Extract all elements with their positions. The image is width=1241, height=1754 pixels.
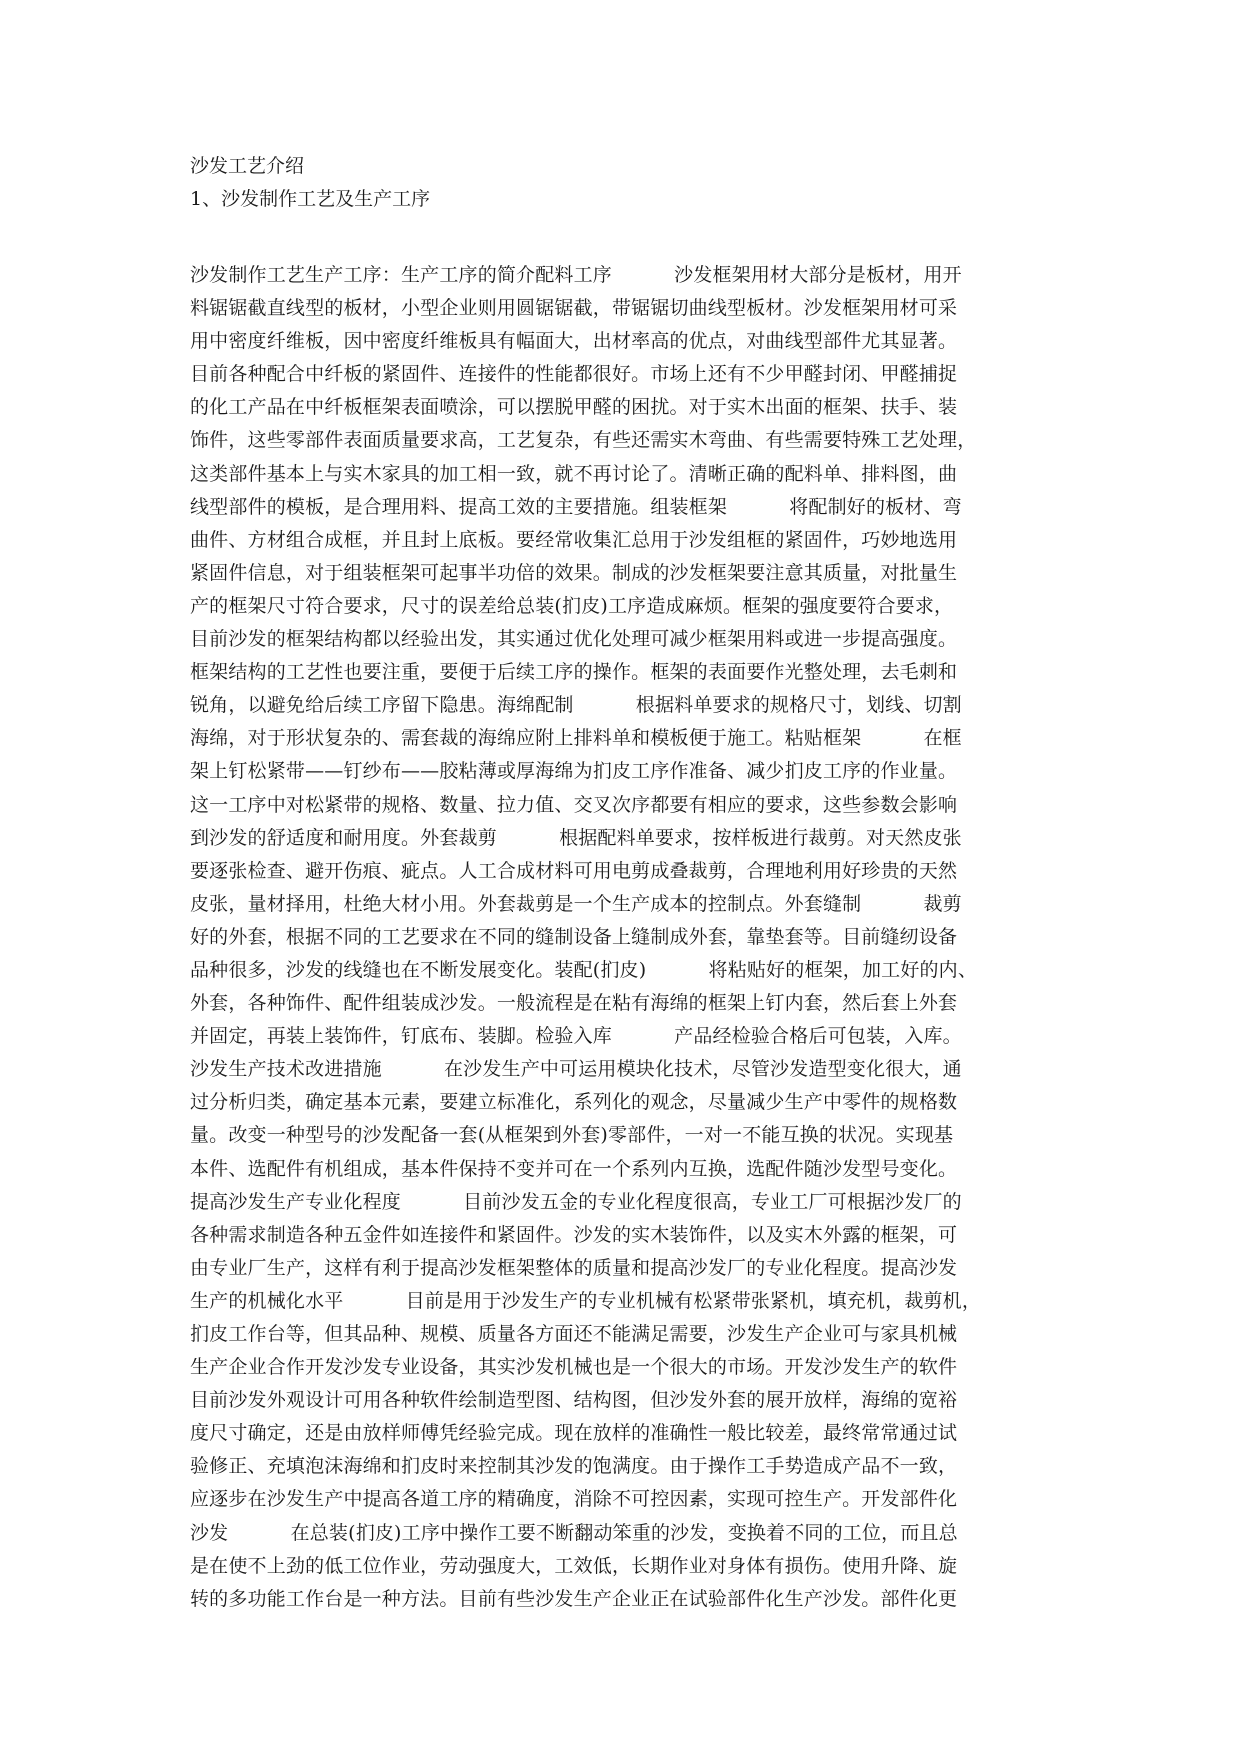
body-text-line: 各种需求制造各种五金件如连接件和紧固件。沙发的实木装饰件，以及实木外露的框架，可 [190, 1223, 958, 1246]
body-text-line: 沙发 在总装(扪皮)工序中操作工要不断翻动笨重的沙发，变换着不同的工位，而且总 [190, 1521, 958, 1544]
body-text-line: 目前沙发的框架结构都以经验出发，其实通过优化处理可减少框架用料或进一步提高强度。 [190, 628, 958, 651]
body-text-line: 紧固件信息，对于组装框架可起事半功倍的效果。制成的沙发框架要注意其质量，对批量生 [190, 561, 958, 584]
body-text-line: 皮张，量材择用，杜绝大材小用。外套裁剪是一个生产成本的控制点。外套缝制 裁剪 [190, 892, 962, 915]
body-text-line: 品种很多，沙发的线缝也在不断发展变化。装配(扪皮) 将粘贴好的框架，加工好的内、 [190, 958, 978, 981]
body-text-line: 好的外套，根据不同的工艺要求在不同的缝制设备上缝制成外套，靠垫套等。目前缝纫设备 [190, 925, 958, 948]
body-text-line: 锐角，以避免给后续工序留下隐患。海绵配制 根据料单要求的规格尺寸，划线、切割 [190, 694, 962, 717]
body-text-line: 用中密度纤维板，因中密度纤维板具有幅面大，出材率高的优点，对曲线型部件尤其显著。 [190, 330, 958, 353]
body-text-line: 这类部件基本上与实木家具的加工相一致，就不再讨论了。清晰正确的配料单、排料图，曲 [190, 462, 958, 485]
body-text-line: 料锯锯截直线型的板材，小型企业则用圆锯锯截，带锯锯切曲线型板材。沙发框架用材可采 [190, 297, 958, 320]
body-paragraph [190, 259, 1065, 1616]
body-text-line: 扪皮工作台等，但其品种、规模、质量各方面还不能满足需要，沙发生产企业可与家具机械 [190, 1323, 958, 1345]
body-text-line: 架上钉松紧带——钉纱布——胶粘薄或厚海绵为扪皮工序作准备、减少扪皮工序的作业量。 [190, 760, 958, 783]
body-text-line: 海绵，对于形状复杂的、需套裁的海绵应附上排料单和模板便于施工。粘贴框架 在框 [190, 727, 962, 750]
body-text-line: 是在使不上劲的低工位作业，劳动强度大，工效低，长期作业对身体有损伤。使用升降、旋 [190, 1554, 958, 1577]
body-text-line: 提高沙发生产专业化程度 目前沙发五金的专业化程度很高，专业工厂可根据沙发厂的 [190, 1190, 962, 1213]
body-text-line: 验修正、充填泡沫海绵和扪皮时来控制其沙发的饱满度。由于操作工手势造成产品不一致， [190, 1455, 958, 1478]
body-text-line: 沙发生产技术改进措施 在沙发生产中可运用模块化技术，尽管沙发造型变化很大，通 [190, 1058, 962, 1081]
body-text-line: 饰件，这些零部件表面质量要求高，工艺复杂，有些还需实木弯曲、有些需要特殊工艺处理， [190, 429, 977, 452]
document-content [190, 150, 1065, 1616]
body-text-line: 应逐步在沙发生产中提高各道工序的精确度，消除不可控因素，实现可控生产。开发部件化 [190, 1488, 958, 1511]
body-text-line: 量。改变一种型号的沙发配备一套(从框架到外套)零部件，一对一不能互换的状况。实现基 [190, 1124, 954, 1147]
body-text-line: 并固定，再装上装饰件，钉底布、装脚。检验入库 产品经检验合格后可包装，入库。 [190, 1025, 962, 1048]
body-text-line: 这一工序中对松紧带的规格、数量、拉力值、交叉次序都要有相应的要求，这些参数会影响 [190, 793, 958, 816]
body-text-line: 外套，各种饰件、配件组装成沙发。一般流程是在粘有海绵的框架上钉内套，然后套上外套 [190, 992, 958, 1015]
body-text-line: 生产的机械化水平 目前是用于沙发生产的专业机械有松紧带张紧机，填充机，裁剪机， [190, 1289, 982, 1312]
body-text-line: 到沙发的舒适度和耐用度。外套裁剪 根据配料单要求，按样板进行裁剪。对天然皮张 [190, 826, 962, 849]
body-text-line: 度尺寸确定，还是由放样师傅凭经验完成。现在放样的准确性一般比较差，最终常常通过试 [190, 1422, 958, 1445]
body-text-line: 的化工产品在中纤板框架表面喷涂，可以摆脱甲醛的困扰。对于实木出面的框架、扶手、装 [190, 396, 958, 419]
document-title: 沙发工艺介绍 [190, 155, 305, 177]
body-text-line: 产的框架尺寸符合要求，尺寸的误差给总装(扪皮)工序造成麻烦。框架的强度要符合要求， [190, 594, 954, 617]
body-text-line: 线型部件的模板，是合理用料、提高工效的主要措施。组装框架 将配制好的板材、弯 [190, 495, 962, 518]
body-text-line: 过分析归类，确定基本元素，要建立标准化，系列化的观念，尽量减少生产中零件的规格数 [190, 1091, 958, 1114]
body-text-line: 曲件、方材组合成框，并且封上底板。要经常收集汇总用于沙发组框的紧固件，巧妙地选用 [190, 528, 958, 551]
body-text-line: 由专业厂生产，这样有利于提高沙发框架整体的质量和提高沙发厂的专业化程度。提高沙发 [190, 1256, 958, 1279]
body-text-line: 转的多功能工作台是一种方法。目前有些沙发生产企业正在试验部件化生产沙发。部件化更 [190, 1587, 958, 1610]
body-text-line: 目前各种配合中纤板的紧固件、连接件的性能都很好。市场上还有不少甲醛封闭、甲醛捕捉 [190, 363, 958, 386]
body-text-line: 要逐张检查、避开伤痕、疵点。人工合成材料可用电剪成叠裁剪，合理地利用好珍贵的天然 [190, 859, 958, 882]
section-heading: 1、沙发制作工艺及生产工序 [190, 188, 431, 210]
body-text-line: 本件、选配件有机组成，基本件保持不变并可在一个系列内互换，选配件随沙发型号变化。 [190, 1157, 958, 1180]
paragraph-spacer [190, 216, 1065, 259]
body-text-line: 目前沙发外观设计可用各种软件绘制造型图、结构图，但沙发外套的展开放样，海绵的宽裕 [190, 1389, 958, 1412]
body-text-line: 沙发制作工艺生产工序：生产工序的简介配料工序 沙发框架用材大部分是板材，用开 [190, 264, 962, 286]
body-text-line: 框架结构的工艺性也要注重，要便于后续工序的操作。框架的表面要作光整处理，去毛刺和 [190, 661, 958, 684]
body-text-line: 生产企业合作开发沙发专业设备，其实沙发机械也是一个很大的市场。开发沙发生产的软件 [190, 1356, 958, 1379]
